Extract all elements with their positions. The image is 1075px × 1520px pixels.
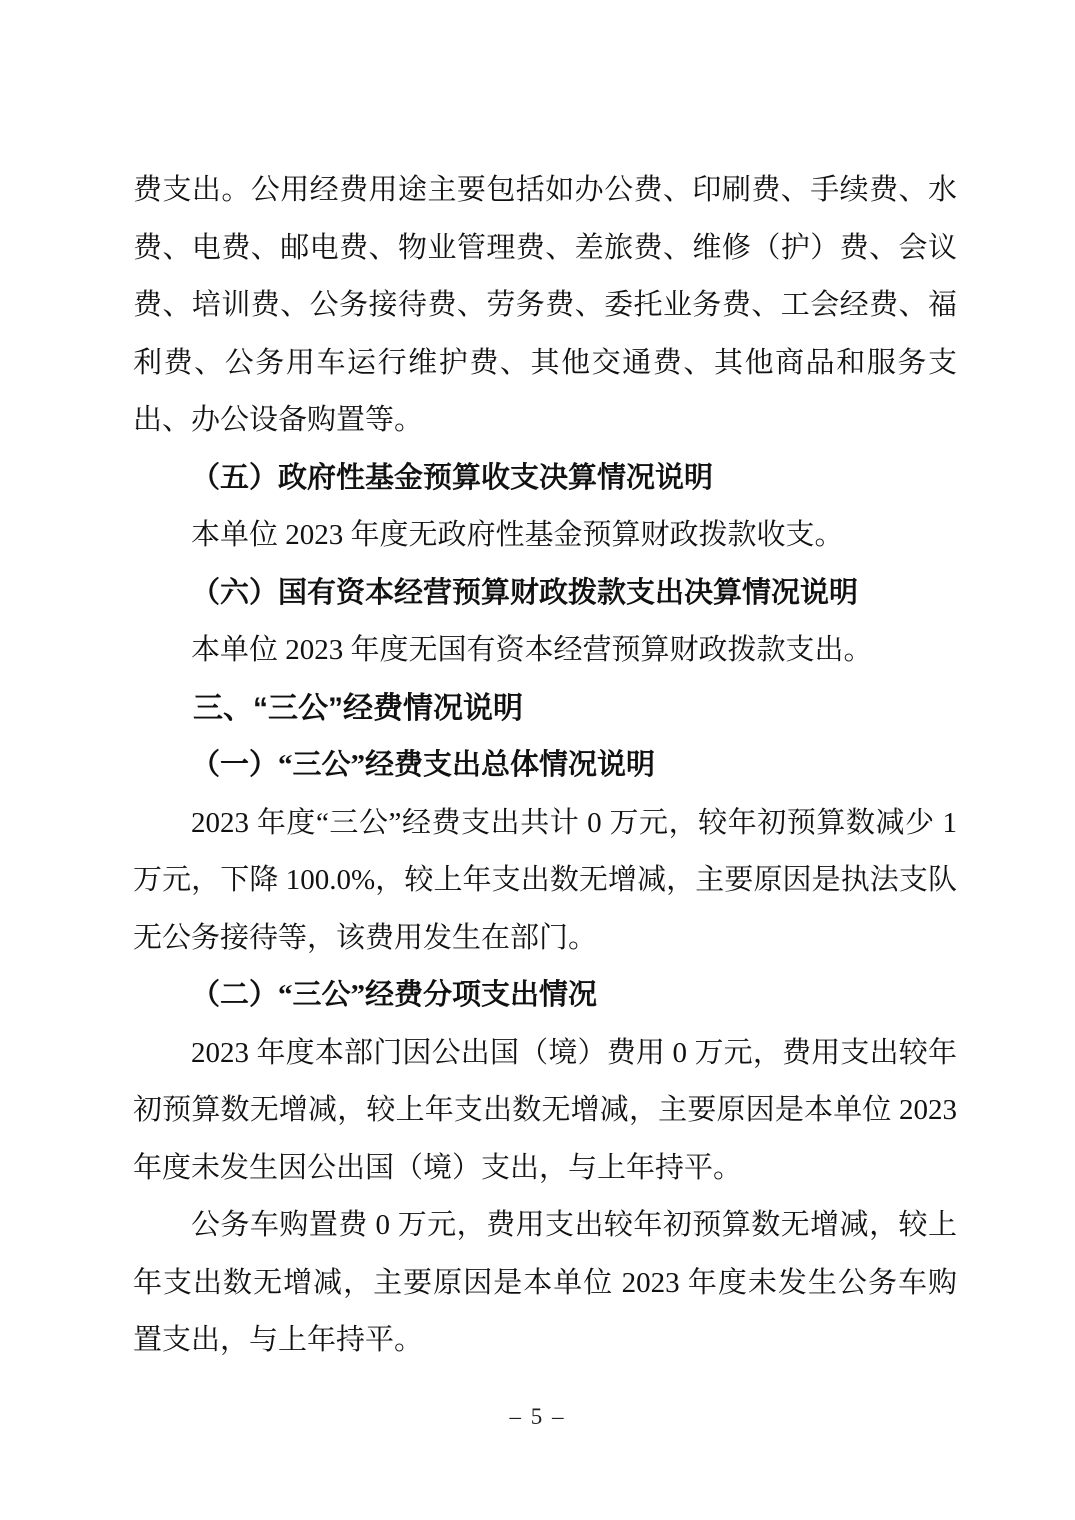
page-footer xyxy=(0,1402,1075,1432)
paragraph: 2023 年度本部门因公出国（境）费用 0 万元，费用支出较年初预算数无增减，较上年支出数无增减，主要原因是本单位 2023 年度未发生因公出国（境）支出，与上年持平。 xyxy=(133,1036,957,1184)
section-heading: （五）政府性基金预算收支决算情况说明 xyxy=(191,461,714,494)
document-content xyxy=(133,162,957,1370)
section-heading: 三、“三公”经费情况说明 xyxy=(193,691,523,725)
paragraph: 公务车购置费 0 万元，费用支出较年初预算数无增减，较上年支出数无增减，主要原因是本单位 2023 年度未发生公务车购置支出，与上年持平。 xyxy=(133,1209,957,1356)
section-heading: （一）“三公”经费支出总体情况说明 xyxy=(191,749,656,781)
paragraph: 本单位 2023 年度无政府性基金预算财政拨款收支。 xyxy=(191,519,844,551)
page-number: – 5 – xyxy=(509,1404,566,1429)
paragraph: 本单位 2023 年度无国有资本经营预算财政拨款支出。 xyxy=(191,634,873,666)
section-heading: （六）国有资本经营预算财政拨款支出决算情况说明 xyxy=(191,576,859,609)
paragraph: 费支出。公用经费用途主要包括如办公费、印刷费、手续费、水费、电费、邮电费、物业管理费、差旅费、维修（护）费、会议费、培训费、公务接待费、劳务费、委托业务费、工会经费、福利费、公务用车运行维护费、其他交通费、其他商品和服务支出、办公设备购置等。 xyxy=(133,174,957,436)
section-heading: （二）“三公”经费分项支出情况 xyxy=(191,979,598,1011)
paragraph: 2023 年度“三公”经费支出共计 0 万元，较年初预算数减少 1 万元，下降 100.0%，较上年支出数无增减，主要原因是执法支队无公务接待等，该费用发生在部门。 xyxy=(133,806,957,954)
